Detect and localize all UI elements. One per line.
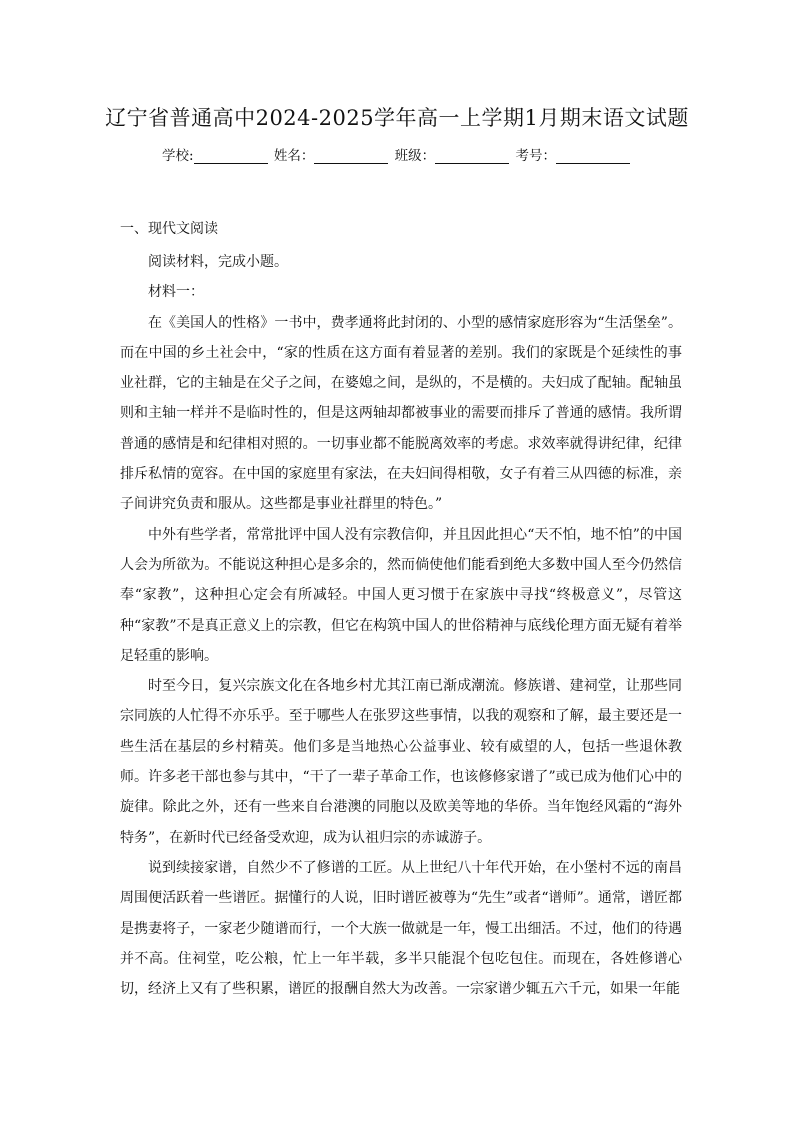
- school-blank[interactable]: [194, 149, 268, 164]
- instruction-paragraph: 阅读材料，完成小题。: [148, 254, 288, 270]
- passage-paragraph: 说到续接家谱，自然少不了修谱的工匠。从上世纪八十年代开始，在小堡村不远的南昌周围便活跃着一些谱匠。据懂行的人说，旧时谱匠被尊为“先生”或者“谱师”。通常，谱匠都是携妻将子，一家老少随谱而行，一个大族一做就是一年，慢工出细活。不过，他们的待遇并不高。住祠堂，吃公粮，忙上一年半载，多半只能混个包吃包住。而现在，各姓修谱心切，经济上又有了些积累，谱匠的报酬自然大为改善。一宗家谱少辄五六千元，如果一年能: [120, 859, 682, 998]
- student-info-row: [0, 144, 794, 164]
- material-label: 材料一：: [148, 284, 204, 301]
- section-heading: 一、现代文阅读: [120, 221, 218, 237]
- name-blank[interactable]: [314, 149, 388, 164]
- reading-passage: [120, 247, 682, 1004]
- school-field[interactable]: [162, 144, 270, 164]
- school-label: 学校:: [162, 148, 194, 164]
- passage-paragraph: 在《美国人的性格》一书中，费孝通将此封闭的、小型的感情家庭形容为“生活堡垒”。而在中国的乡土社会中，“家的性质在这方面有着显著的差别。我们的家既是个延续性的事业社群，它的主轴是在父子之间，在婆媳之间，是纵的，不是横的。夫妇成了配轴。配轴虽则和主轴一样并不是临时性的，但是这两轴却都被事业的需要而排斥了普通的感情。我所谓普通的感情是和纪律相对照的。一切事业都不能脱离效率的考虑。求效率就得讲纪律，纪律排斥私情的宽容。在中国的家庭里有家法，在夫妇间得相敬，女子有着三从四德的标准，亲子间讲究负责和服从。这些都是事业社群里的特色。”: [120, 314, 682, 513]
- name-field[interactable]: [274, 144, 391, 164]
- passage-paragraph: 时至今日，复兴宗族文化在各地乡村尤其江南已渐成潮流。修族谱、建祠堂，让那些同宗同族的人忙得不亦乐乎。至于哪些人在张罗这些事情，以我的观察和了解，最主要还是一些生活在基层的乡村精英。他们多是当地热心公益事业、较有威望的人，包括一些退休教师。许多老干部也参与其中，“干了一辈子革命工作，也该修修家谱了”或已成为他们心中的旋律。除此之外，还有一些来自台港澳的同胞以及欧美等地的华侨。当年饱经风霜的“海外特务”，在新时代已经备受欢迎，成为认祖归宗的赤诚游子。: [120, 678, 682, 846]
- name-label: 姓名：: [273, 148, 315, 164]
- passage-paragraph: 中外有些学者，常常批评中国人没有宗教信仰，并且因此担心“天不怕，地不怕”的中国人会为所欲为。不能说这种担心是多余的，然而倘使他们能看到绝大多数中国人至今仍然信奉“家教”，这种担心定会有所减轻。中国人更习惯于在家族中寻找“终极意义”，尽管这种“家教”不是真正意义上的宗教，但它在构筑中国人的世俗精神与底线伦理方面无疑有着举足轻重的影响。: [120, 526, 682, 664]
- class-blank[interactable]: [435, 149, 509, 164]
- exam-number-blank[interactable]: [556, 149, 630, 164]
- class-label: 班级：: [394, 148, 436, 164]
- exam-number-field[interactable]: [515, 144, 632, 164]
- page-title: 辽宁省普通高中2024-2025学年高一上学期1月期末语文试题: [105, 106, 689, 130]
- exam-number-label: 考号：: [515, 148, 556, 164]
- class-field[interactable]: [395, 144, 512, 164]
